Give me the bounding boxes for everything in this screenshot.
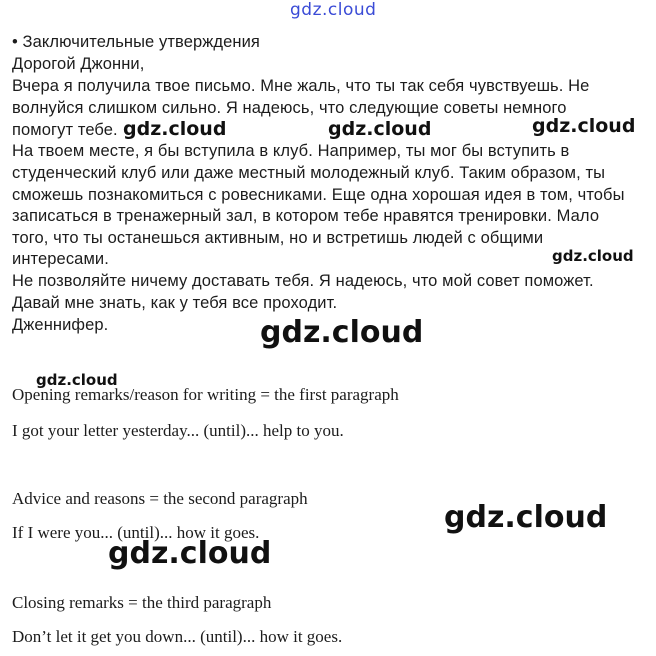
letter-greeting: Дорогой Джонни, xyxy=(12,55,145,73)
watermark: gdz.cloud xyxy=(123,118,227,140)
letter-line: того, что ты останешься активным, но и встретишь людей с общими xyxy=(12,229,544,247)
advice-reasons-example: If I were you... (until)... how it goes. xyxy=(12,523,260,542)
letter-line: Не позволяйте ничему доставать тебя. Я надеюсь, что мой совет поможет. xyxy=(12,272,594,290)
letter-line: На твоем месте, я бы вступила в клуб. Например, ты мог бы вступить в xyxy=(12,142,570,160)
watermark: gdz.cloud xyxy=(552,247,634,265)
closing-remarks-example: Don’t let it get you down... (until)... how it goes. xyxy=(12,627,343,646)
letter-signature: Дженнифер. xyxy=(12,316,109,334)
opening-remarks-heading: Opening remarks/reason for writing = the first paragraph xyxy=(12,385,399,404)
watermark-top: gdz.cloud xyxy=(290,0,377,20)
watermark: gdz.cloud xyxy=(532,115,636,137)
section-heading-closing-statements: • Заключительные утверждения xyxy=(12,33,260,51)
advice-reasons-heading: Advice and reasons = the second paragraph xyxy=(12,489,308,508)
letter-line: сможешь познакомиться с ровесниками. Еще одна хорошая идея в том, чтобы xyxy=(12,186,625,204)
letter-line: волнуйся слишком сильно. Я надеюсь, что следующие советы немного xyxy=(12,99,567,117)
watermark: gdz.cloud xyxy=(260,315,424,350)
watermark: gdz.cloud xyxy=(36,371,118,389)
watermark: gdz.cloud xyxy=(444,500,608,535)
watermark: gdz.cloud xyxy=(328,118,432,140)
letter-line: Давай мне знать, как у тебя все проходит. xyxy=(12,294,338,312)
letter-line: студенческий клуб или даже местный молодежный клуб. Таким образом, ты xyxy=(12,164,606,182)
letter-line: Вчера я получила твое письмо. Мне жаль, что ты так себя чувствуешь. Не xyxy=(12,77,590,95)
watermark: gdz.cloud xyxy=(108,536,272,571)
letter-line: интересами. xyxy=(12,250,109,268)
letter-line: записаться в тренажерный зал, в котором тебе нравятся тренировки. Мало xyxy=(12,207,600,225)
letter-line: помогут тебе. xyxy=(12,121,118,139)
closing-remarks-heading: Closing remarks = the third paragraph xyxy=(12,593,272,612)
opening-remarks-example: I got your letter yesterday... (until)... help to you. xyxy=(12,421,344,440)
